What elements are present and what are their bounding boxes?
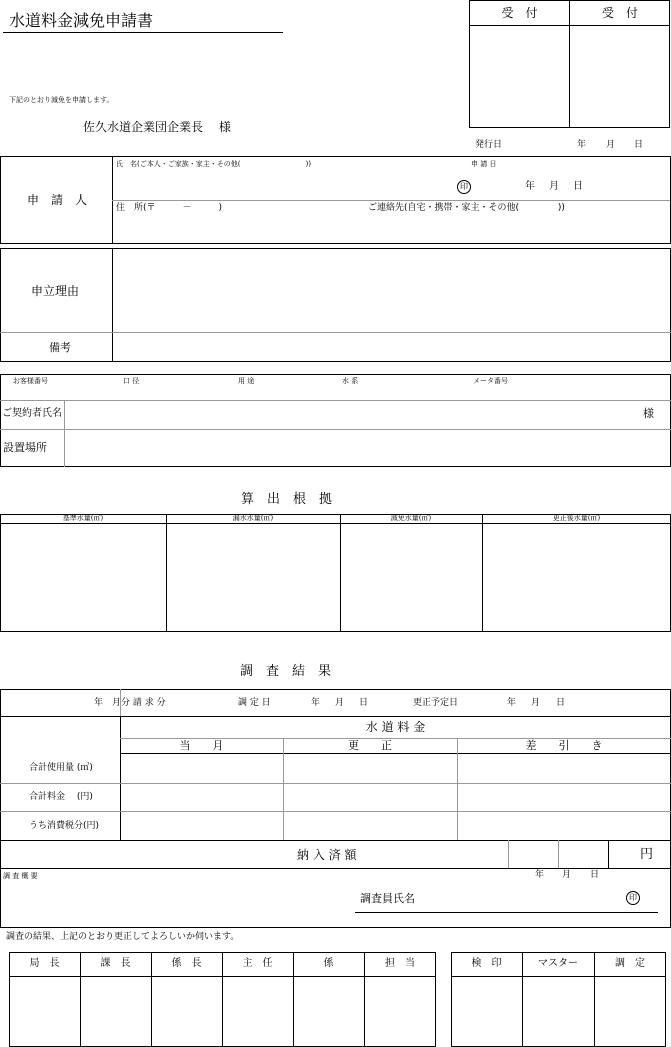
approval-section-chief: 課 長 bbox=[100, 958, 131, 969]
survey-date-label: 調 定 日 bbox=[238, 698, 271, 708]
applicant-label: 申 請 人 bbox=[27, 193, 88, 207]
basis-col-leak: 漏水水量(㎥) bbox=[232, 514, 274, 522]
issue-month: 月 bbox=[606, 140, 616, 150]
meter-no-label: メータ番号 bbox=[473, 377, 508, 385]
correction-year: 年 bbox=[507, 698, 517, 708]
water-type-label: 水 系 bbox=[342, 377, 359, 385]
contact-field[interactable] bbox=[368, 215, 668, 243]
approval-master: マスター bbox=[538, 958, 578, 969]
apply-date-label: 申 請 日 bbox=[471, 160, 497, 168]
intro-text: 下記のとおり減免を申請します。 bbox=[9, 96, 114, 104]
remarks-field[interactable] bbox=[113, 333, 669, 361]
issue-year: 年 bbox=[577, 140, 587, 150]
basis-field-standard[interactable] bbox=[1, 524, 165, 631]
issue-day: 日 bbox=[634, 140, 644, 150]
reception-label-1: 受 付 bbox=[501, 6, 538, 20]
investigator-seal-mark: 印 bbox=[626, 891, 640, 905]
memo-day: 日 bbox=[590, 870, 600, 880]
basis-col-standard: 基準水量(㎥) bbox=[62, 514, 104, 522]
survey-heading: 調 査 結 果 bbox=[240, 664, 332, 679]
basis-col-reduction: 減免水量(㎥) bbox=[390, 514, 432, 522]
survey-values-grid[interactable] bbox=[121, 754, 669, 839]
contact-label: ご連絡先(自宅・携帯・家主・その他( )) bbox=[368, 203, 565, 213]
location-field[interactable] bbox=[65, 430, 669, 466]
basis-field-leak[interactable] bbox=[167, 524, 339, 631]
col-difference: 差 引 き bbox=[525, 739, 603, 752]
contractor-field[interactable] bbox=[65, 401, 635, 428]
apply-day: 日 bbox=[573, 181, 583, 192]
approval-inspection: 検 印 bbox=[471, 958, 502, 969]
seal-mark: 印 bbox=[457, 180, 471, 194]
row-tax: うち消費税分(円) bbox=[29, 821, 100, 831]
survey-month: 月 bbox=[335, 698, 345, 708]
reception-label-2: 受 付 bbox=[601, 6, 638, 20]
approval-note: 調査の結果、上記のとおり更正してよろしいか伺います。 bbox=[6, 932, 240, 942]
approval-supervisor: 主 任 bbox=[242, 958, 273, 969]
reception-stamp-field-2[interactable] bbox=[570, 26, 670, 127]
contractor-label: ご契約者氏名 bbox=[2, 408, 62, 419]
memo-label: 調 査 概 要 bbox=[3, 872, 38, 880]
address-field[interactable] bbox=[113, 215, 363, 243]
name-label: 氏 名(ご本人・ご家族・家主・その他( )) bbox=[116, 160, 312, 168]
address-label: 住 所(〒 － ) bbox=[116, 203, 223, 213]
location-label: 設置場所 bbox=[3, 441, 47, 454]
issue-date-label: 発行日 bbox=[475, 140, 503, 150]
basis-field-corrected[interactable] bbox=[483, 524, 669, 631]
remarks-label: 備考 bbox=[49, 341, 71, 354]
apply-year: 年 bbox=[525, 181, 535, 192]
name-field[interactable] bbox=[113, 170, 453, 199]
approval-stamp-area-right[interactable] bbox=[452, 977, 665, 1046]
approval-staff: 係 bbox=[323, 958, 334, 969]
use-label: 用 途 bbox=[238, 377, 255, 385]
col-correction: 更 正 bbox=[348, 739, 392, 752]
survey-day: 日 bbox=[359, 698, 369, 708]
paid-amount-field[interactable] bbox=[509, 841, 607, 867]
customer-no-label: お客様番号 bbox=[13, 377, 48, 385]
reason-label: 申立理由 bbox=[31, 284, 80, 298]
basis-field-reduction[interactable] bbox=[341, 524, 481, 631]
basis-col-corrected: 更正後水量(㎥) bbox=[552, 514, 601, 522]
billing-period-label: 年 月分 請 求 分 bbox=[94, 698, 166, 708]
addressee: 佐久水道企業団企業長 様 bbox=[83, 120, 231, 134]
approval-in-charge: 担 当 bbox=[385, 958, 415, 969]
form-title: 水道料金減免申請書 bbox=[9, 11, 154, 30]
bore-label: 口 径 bbox=[123, 377, 140, 385]
correction-day: 日 bbox=[556, 698, 566, 708]
investigator-label: 調査員氏名 bbox=[360, 892, 415, 905]
reason-field[interactable] bbox=[113, 249, 669, 331]
approval-director: 局 長 bbox=[29, 958, 60, 969]
correction-date-label: 更正予定日 bbox=[413, 698, 459, 708]
approval-stamp-area-left[interactable] bbox=[10, 977, 435, 1046]
memo-year: 年 bbox=[535, 870, 545, 880]
paid-amount-label: 納 入 済 額 bbox=[297, 848, 357, 862]
row-total-fee: 合計料金 (円) bbox=[29, 792, 93, 802]
approval-assessment: 調 定 bbox=[615, 958, 645, 969]
water-fee-header: 水 道 料 金 bbox=[365, 720, 426, 734]
survey-year: 年 bbox=[311, 698, 321, 708]
row-total-usage: 合計使用量 (㎥) bbox=[29, 763, 93, 773]
contractor-suffix: 様 bbox=[643, 407, 654, 420]
col-current-month: 当 月 bbox=[179, 739, 224, 752]
reception-stamp-field-1[interactable] bbox=[470, 26, 569, 127]
approval-subsection-chief: 係 長 bbox=[171, 958, 202, 969]
investigator-name-field[interactable] bbox=[430, 886, 615, 910]
apply-month: 月 bbox=[549, 181, 559, 192]
title-underline bbox=[3, 32, 283, 33]
memo-month: 月 bbox=[562, 870, 572, 880]
correction-month: 月 bbox=[531, 698, 541, 708]
yen-unit: 円 bbox=[640, 847, 654, 862]
basis-heading: 算 出 根 拠 bbox=[241, 492, 333, 507]
